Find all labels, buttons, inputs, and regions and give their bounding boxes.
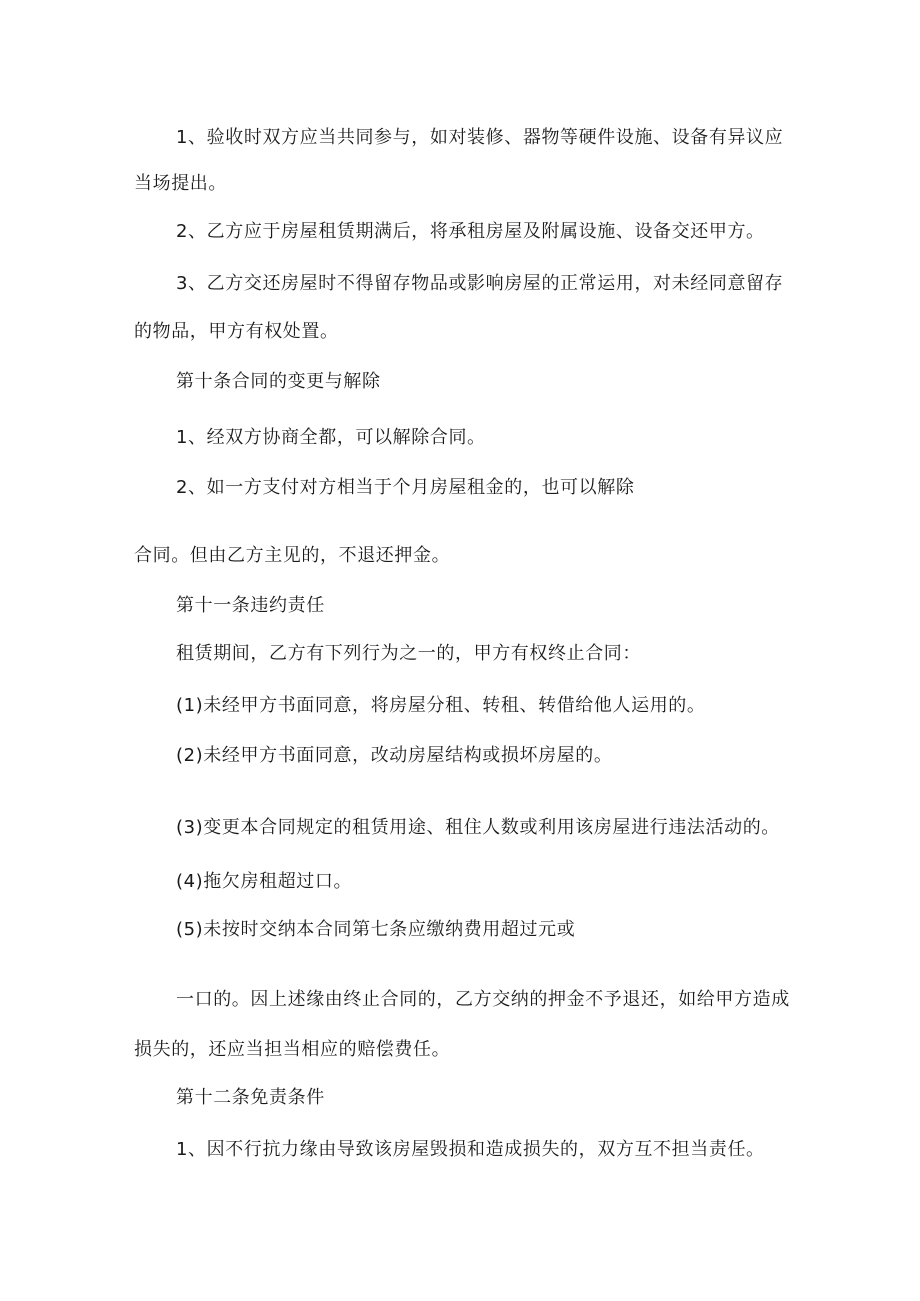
clause-11-item-3: (3)变更本合同规定的租赁用途、租住人数或利用该房屋进行违法活动的。 — [176, 817, 780, 838]
clause-11-item-4: (4)拖欠房租超过口。 — [176, 871, 353, 892]
clause-9-item-3-cont: 的物品，甲方有权处置。 — [134, 321, 339, 342]
clause-11-item-5-cont: 一口的。因上述缘由终止合同的，乙方交纳的押金不予退还，如给甲方造成 — [176, 989, 790, 1010]
clause-11-item-5: (5)未按时交纳本合同第七条应缴纳费用超过元或 — [176, 919, 576, 940]
clause-9-item-3: 3、乙方交还房屋时不得留存物品或影响房屋的正常运用，对未经同意留存 — [176, 273, 784, 294]
clause-10-item-2-cont: 合同。但由乙方主见的，不退还押金。 — [134, 545, 451, 566]
clause-11-heading: 第十一条违约责任 — [176, 595, 325, 616]
clause-9-item-1-cont: 当场提出。 — [134, 173, 227, 194]
clause-11-item-5-cont-2: 损失的，还应当担当相应的赔偿费任。 — [134, 1039, 451, 1060]
clause-11-item-2: (2)未经甲方书面同意，改动房屋结构或损坏房屋的。 — [176, 745, 613, 766]
clause-9-item-2: 2、乙方应于房屋租赁期满后，将承租房屋及附属设施、设备交还甲方。 — [176, 221, 765, 242]
clause-11-intro: 租赁期间，乙方有下列行为之一的，甲方有权终止合同： — [176, 643, 641, 664]
clause-10-item-2: 2、如一方支付对方相当于个月房屋租金的，也可以解除 — [176, 477, 635, 498]
clause-12-heading: 第十二条免责条件 — [176, 1087, 325, 1108]
clause-11-item-1: (1)未经甲方书面同意，将房屋分租、转租、转借给他人运用的。 — [176, 695, 706, 716]
clause-9-item-1: 1、验收时双方应当共同参与，如对装修、器物等硬件设施、设备有异议应 — [176, 127, 784, 148]
clause-12-item-1: 1、因不行抗力缘由导致该房屋毁损和造成损失的，双方互不担当责任。 — [176, 1139, 765, 1160]
clause-10-heading: 第十条合同的变更与解除 — [176, 371, 381, 392]
clause-10-item-1: 1、经双方协商全都，可以解除合同。 — [176, 427, 486, 448]
